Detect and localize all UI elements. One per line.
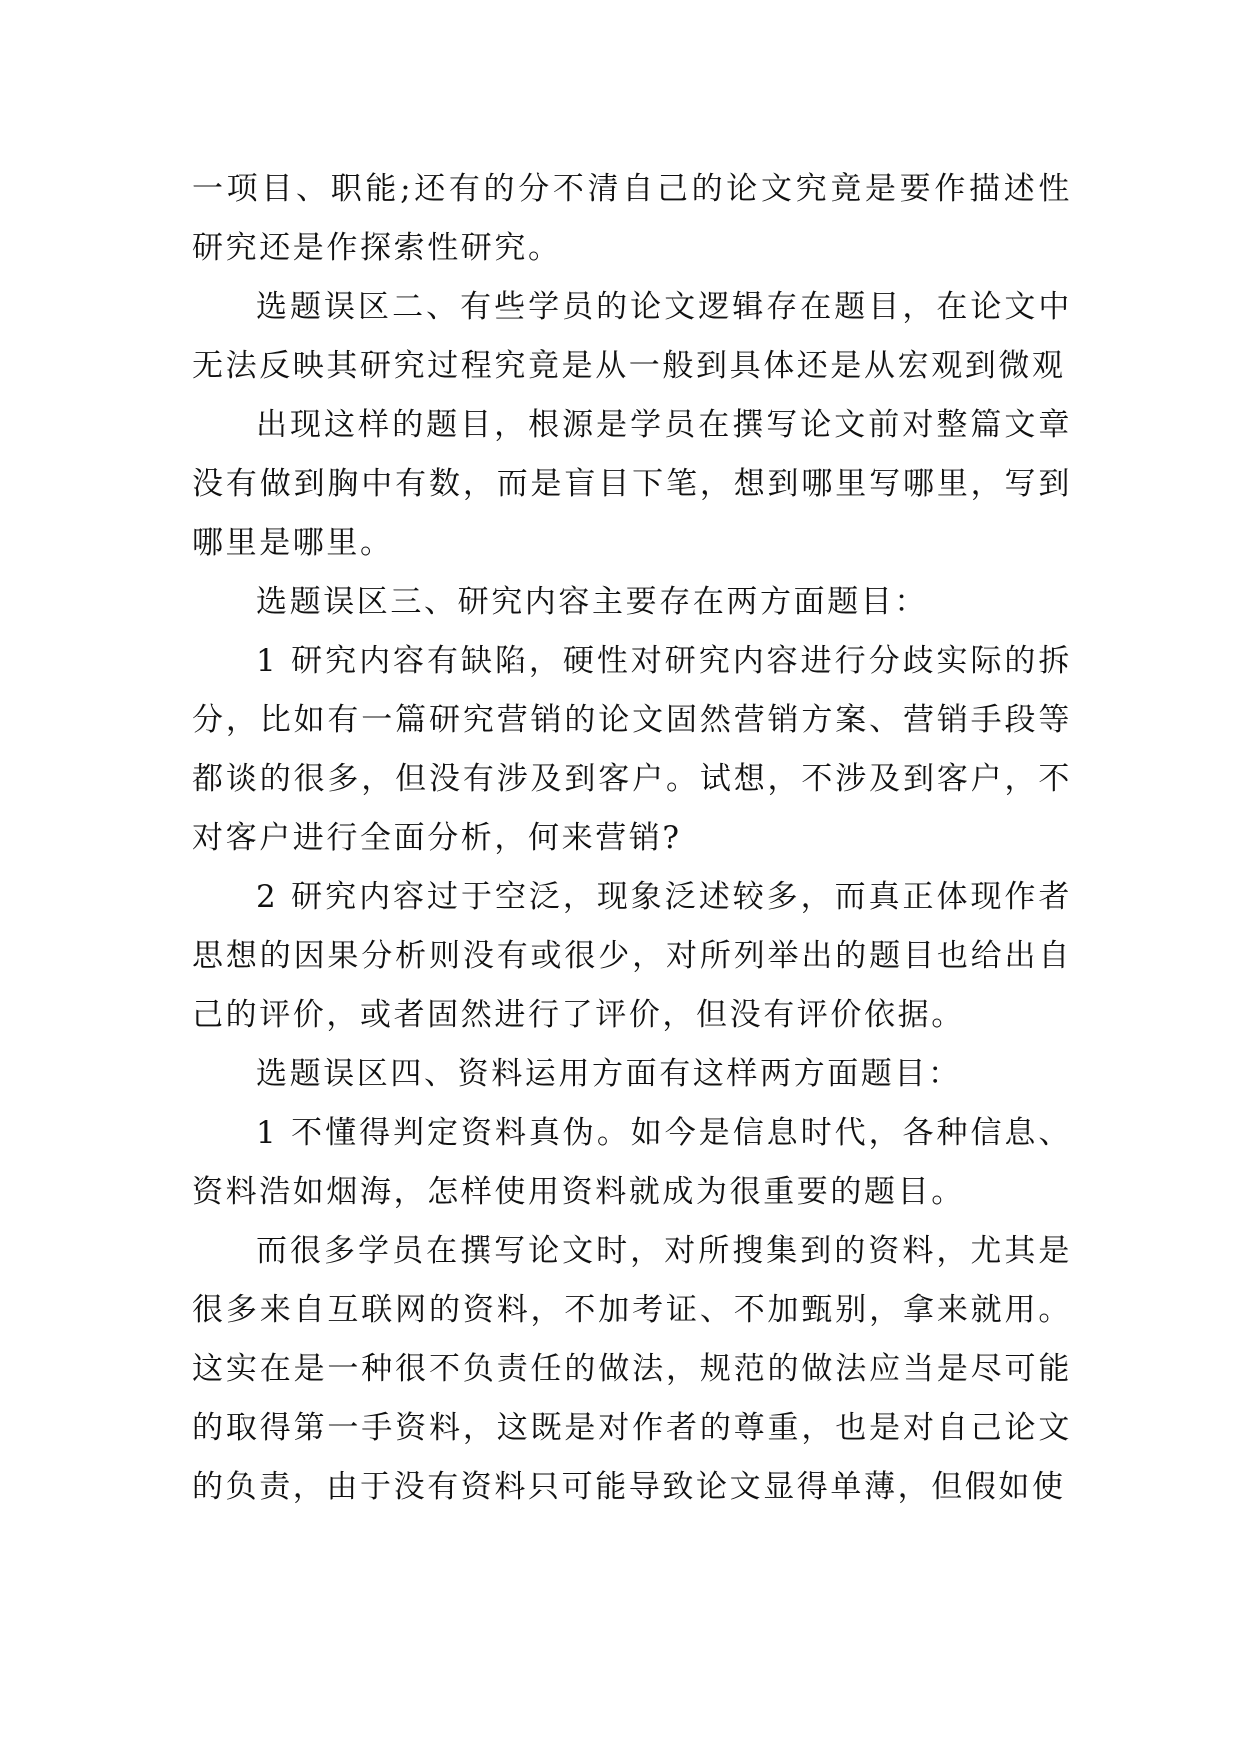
paragraph-4: 选题误区三、研究内容主要存在两方面题目： xyxy=(256,584,928,620)
paragraph-9: 而很多学员在撰写论文时，对所搜集到的资料，尤其是很多来自互联网的资料，不加考证、不加甄别，拿来就用。这实在是一种很不负责任的做法，规范的做法应当是尽可能的取得第一手资料，这既是对作者的尊重，也是对自己论文的负责，由于没有资料只可能导致论文显得单薄，但假如使 xyxy=(192,1233,1072,1505)
body-text xyxy=(192,160,1072,1517)
paragraph-2: 选题误区二、有些学员的论文逻辑存在题目，在论文中无法反映其研究过程究竟是从一般到具体还是从宏观到微观 xyxy=(192,289,1072,384)
paragraph-1: 一项目、职能;还有的分不清自己的论文究竟是要作描述性研究还是作探索性研究。 xyxy=(192,171,1072,266)
paragraph-3: 出现这样的题目，根源是学员在撰写论文前对整篇文章没有做到胸中有数，而是盲目下笔，想到哪里写哪里，写到哪里是哪里。 xyxy=(192,407,1072,561)
paragraph-8: 1 不懂得判定资料真伪。如今是信息时代，各种信息、资料浩如烟海，怎样使用资料就成为很重要的题目。 xyxy=(192,1115,1072,1210)
paragraph-7: 选题误区四、资料运用方面有这样两方面题目： xyxy=(256,1056,962,1092)
paragraph-6: 2 研究内容过于空泛，现象泛述较多，而真正体现作者思想的因果分析则没有或很少，对所列举出的题目也给出自己的评价，或者固然进行了评价，但没有评价依据。 xyxy=(192,879,1072,1033)
paragraph-5: 1 研究内容有缺陷，硬性对研究内容进行分歧实际的拆分，比如有一篇研究营销的论文固然营销方案、营销手段等都谈的很多，但没有涉及到客户。试想，不涉及到客户，不对客户进行全面分析，何来营销? xyxy=(192,643,1072,856)
